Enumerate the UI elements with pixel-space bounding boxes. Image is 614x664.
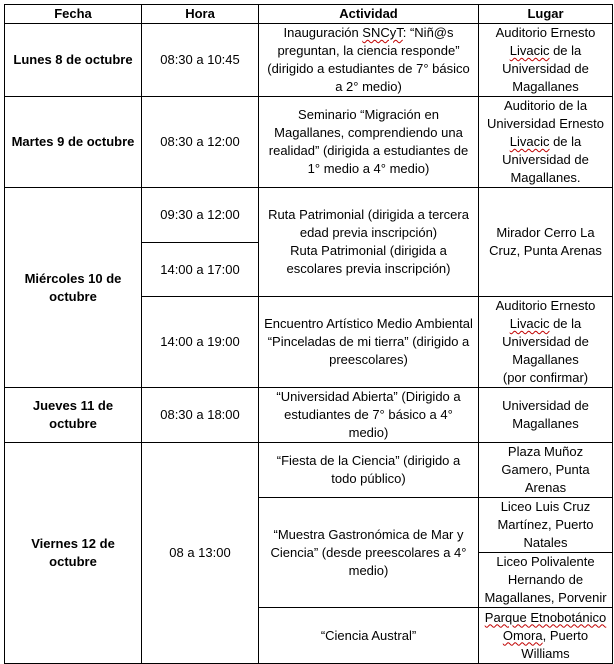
header-lugar: Lugar <box>479 5 613 24</box>
actividad-miercoles-rutas <box>259 188 479 297</box>
lugar-viernes-3: Liceo Polivalente Hernando de Magallanes, Porvenir <box>479 553 613 608</box>
row-viernes-1 <box>5 443 613 498</box>
lugar-viernes-2: Liceo Luis Cruz Martínez, Puerto Natales <box>479 498 613 553</box>
actividad-viernes-2: “Muestra Gastronómica de Mar y Ciencia” (desde preescolares a 4° medio) <box>259 498 479 608</box>
lugar-viernes-4: Parque Etnobotánico Omora, Puerto Williams <box>479 608 613 664</box>
actividad-miercoles-2: Ruta Patrimonial (dirigida a escolares previa inscripción) <box>286 243 451 276</box>
row-lunes <box>5 24 613 97</box>
fecha-jueves: Jueves 11 de octubre <box>5 388 142 443</box>
hora-lunes: 08:30 a 10:45 <box>142 24 259 97</box>
header-fecha: Fecha <box>5 5 142 24</box>
lugar-viernes-1: Plaza Muñoz Gamero, Punta Arenas <box>479 443 613 498</box>
fecha-miercoles: Miércoles 10 de octubre <box>5 188 142 388</box>
lugar-miercoles-3: Auditorio Ernesto Livacic de la Universidad de Magallanes (por confirmar) <box>479 297 613 388</box>
row-jueves <box>5 388 613 443</box>
row-miercoles-1 <box>5 188 613 243</box>
lugar-jueves: Universidad de Magallanes <box>479 388 613 443</box>
lugar-miercoles-1: Mirador Cerro La Cruz, Punta Arenas <box>479 188 613 297</box>
header-row <box>5 5 613 24</box>
actividad-viernes-1: “Fiesta de la Ciencia” (dirigido a todo público) <box>259 443 479 498</box>
hora-miercoles-1: 09:30 a 12:00 <box>142 188 259 243</box>
actividad-miercoles-3: Encuentro Artístico Medio Ambiental “Pinceladas de mi tierra” (dirigido a preescolares) <box>259 297 479 388</box>
actividad-viernes-3: “Ciencia Austral” <box>259 608 479 664</box>
header-actividad: Actividad <box>259 5 479 24</box>
actividad-martes: Seminario “Migración en Magallanes, comprendiendo una realidad” (dirigida a estudiantes de 1° medio a 4° medio) <box>259 97 479 188</box>
fecha-viernes: Viernes 12 de octubre <box>5 443 142 664</box>
header-hora: Hora <box>142 5 259 24</box>
actividad-jueves: “Universidad Abierta” (Dirigido a estudiantes de 7° básico a 4° medio) <box>259 388 479 443</box>
row-martes <box>5 97 613 188</box>
hora-miercoles-2: 14:00 a 17:00 <box>142 243 259 297</box>
hora-martes: 08:30 a 12:00 <box>142 97 259 188</box>
hora-viernes: 08 a 13:00 <box>142 443 259 664</box>
hora-jueves: 08:30 a 18:00 <box>142 388 259 443</box>
fecha-martes: Martes 9 de octubre <box>5 97 142 188</box>
lugar-lunes: Auditorio Ernesto Livacic de la Universidad de Magallanes <box>479 24 613 97</box>
lugar-martes: Auditorio de la Universidad Ernesto Livacic de la Universidad de Magallanes. <box>479 97 613 188</box>
actividad-lunes: Inauguración SNCyT: “Niñ@s preguntan, la ciencia responde” (dirigido a estudiantes de 7° básico a 2° medio) <box>259 24 479 97</box>
fecha-lunes: Lunes 8 de octubre <box>5 24 142 97</box>
hora-miercoles-3: 14:00 a 19:00 <box>142 297 259 388</box>
schedule-table <box>4 4 613 664</box>
actividad-miercoles-1: Ruta Patrimonial (dirigida a tercera edad previa inscripción) <box>268 207 469 240</box>
